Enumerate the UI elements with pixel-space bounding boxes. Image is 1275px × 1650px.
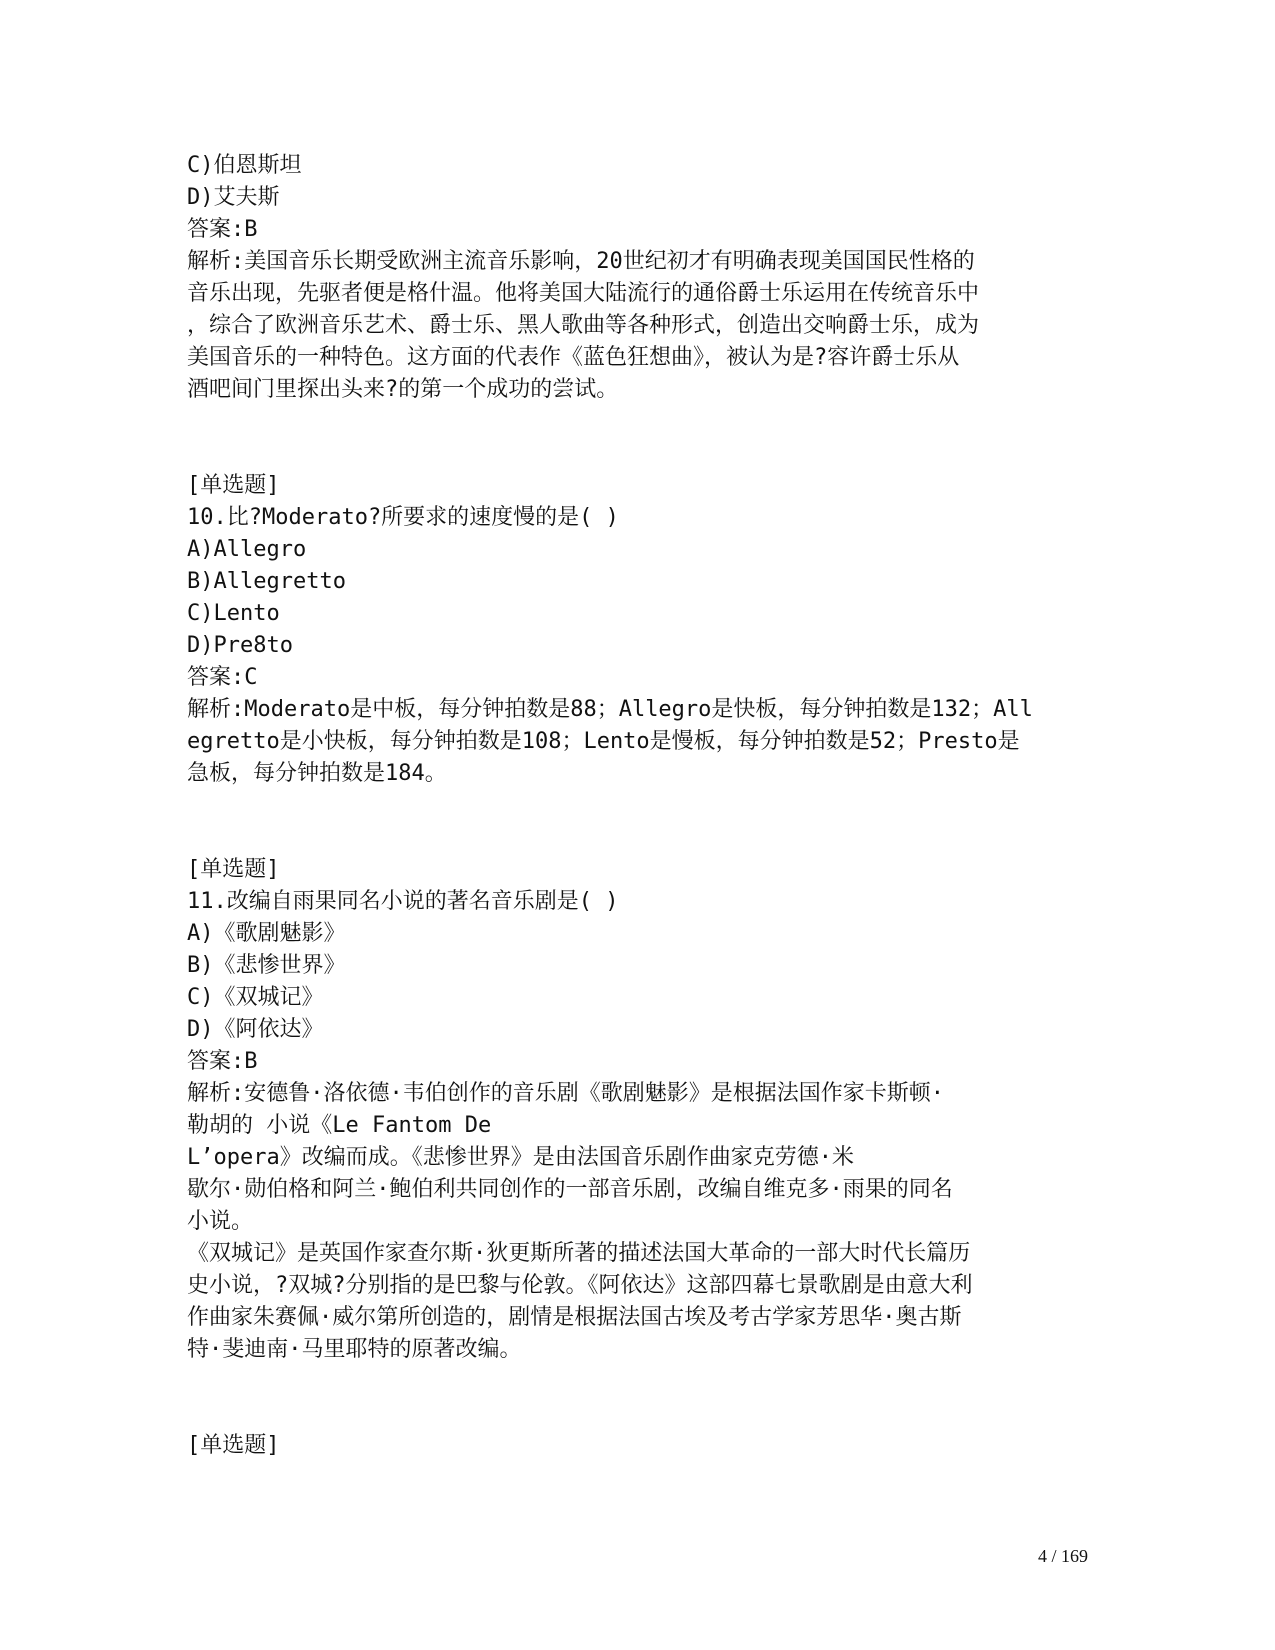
analysis-line: 急板，每分钟拍数是184。 [187, 761, 447, 786]
analysis-line: 解析:安德鲁·洛依德·韦伯创作的音乐剧《歌剧魅影》是根据法国作家卡斯顿· [187, 1081, 944, 1106]
analysis-line: L’opera》改编而成。《悲惨世界》是由法国音乐剧作曲家克劳德·米 [187, 1145, 854, 1170]
question-10 [187, 470, 1092, 790]
analysis-line: 酒吧间门里探出头来?的第一个成功的尝试。 [187, 377, 619, 402]
question-type: [单选题] [187, 473, 280, 498]
question-stem: 10.比?Moderato?所要求的速度慢的是( ) [187, 505, 619, 530]
spacer [187, 790, 1092, 854]
spacer [187, 1366, 1092, 1430]
analysis-line: 史小说，?双城?分别指的是巴黎与伦敦。《阿依达》这部四幕七景歌剧是由意大利 [187, 1273, 973, 1298]
option-a: A)Allegro [187, 537, 307, 562]
option-c: C)Lento [187, 601, 280, 626]
question-type: [单选题] [187, 857, 280, 882]
option-d: D)Pre8to [187, 633, 293, 658]
question-11 [187, 854, 1092, 1366]
analysis-line: 特·斐迪南·马里耶特的原著改编。 [187, 1337, 522, 1362]
page-number: 4 / 169 [1037, 1546, 1088, 1566]
page-content [187, 150, 1092, 1462]
option-b: B)Allegretto [187, 569, 346, 594]
analysis-line: egretto是小快板，每分钟拍数是108；Lento是慢板，每分钟拍数是52；Presto是 [187, 729, 1020, 754]
answer: 答案:C [187, 665, 258, 690]
question-type: [单选题] [187, 1433, 280, 1458]
analysis-line: 《双城记》是英国作家查尔斯·狄更斯所著的描述法国大革命的一部大时代长篇历 [187, 1241, 971, 1266]
question-stem: 11.改编自雨果同名小说的著名音乐剧是( ) [187, 889, 619, 914]
analysis-line: 作曲家朱赛佩·威尔第所创造的，剧情是根据法国古埃及考古学家芳思华·奥古斯 [187, 1305, 962, 1330]
analysis-line: 音乐出现，先驱者便是格什温。他将美国大陆流行的通俗爵士乐运用在传统音乐中 [187, 281, 980, 306]
option-a: A)《歌剧魅影》 [187, 921, 346, 946]
option-c: C)伯恩斯坦 [187, 153, 302, 178]
spacer [187, 406, 1092, 470]
analysis-line: 解析:Moderato是中板，每分钟拍数是88；Allegro是快板，每分钟拍数是132；All [187, 697, 1033, 722]
analysis-line: ，综合了欧洲音乐艺术、爵士乐、黑人歌曲等各种形式，创造出交响爵士乐，成为 [187, 313, 980, 338]
option-d: D)《阿依达》 [187, 1017, 324, 1042]
analysis-line: 勒胡的 小说《Le Fantom De [187, 1113, 492, 1138]
analysis-line: 小说。 [187, 1209, 254, 1234]
question-9-tail [187, 150, 1092, 406]
analysis-line: 解析:美国音乐长期受欧洲主流音乐影响，20世纪初才有明确表现美国国民性格的 [187, 249, 975, 274]
analysis-line: 歇尔·勋伯格和阿兰·鲍伯利共同创作的一部音乐剧，改编自维克多·雨果的同名 [187, 1177, 953, 1202]
option-b: B)《悲惨世界》 [187, 953, 346, 978]
option-d: D)艾夫斯 [187, 185, 280, 210]
analysis-line: 美国音乐的一种特色。这方面的代表作《蓝色狂想曲》，被认为是?容许爵士乐从 [187, 345, 960, 370]
answer: 答案:B [187, 217, 258, 242]
answer: 答案:B [187, 1049, 258, 1074]
question-12 [187, 1430, 1092, 1462]
option-c: C)《双城记》 [187, 985, 324, 1010]
